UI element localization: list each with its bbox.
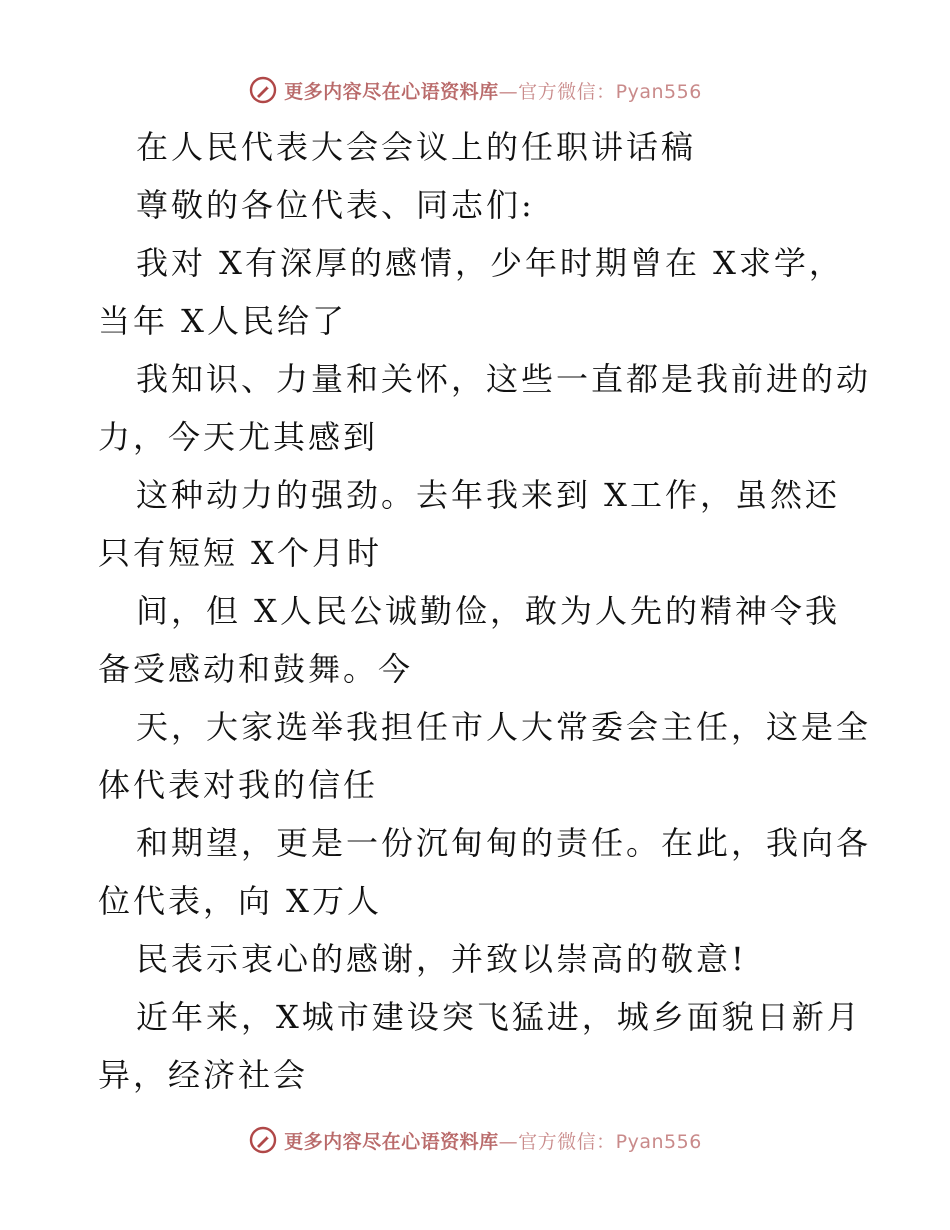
header-watermark <box>0 72 950 108</box>
paragraph-line: 尊敬的各位代表、同志们: <box>136 186 535 224</box>
paragraph-line: 民表示衷心的感谢，并致以崇高的敬意! <box>136 940 747 978</box>
paragraph-continuation-line: 备受感动和鼓舞。今 <box>98 650 414 688</box>
footer-watermark <box>0 1122 950 1158</box>
paragraph-continuation-line: 体代表对我的信任 <box>98 766 379 804</box>
watermark-brand: 更多内容尽在心语资料库 <box>284 80 499 103</box>
paragraph-continuation-line: 力，今天尤其感到 <box>98 418 379 456</box>
paragraph-line: 近年来，X城市建设突飞猛进，城乡面貌日新月 <box>136 998 862 1036</box>
paragraph-line: 我知识、力量和关怀，这些一直都是我前进的动 <box>136 360 872 398</box>
watermark-text <box>284 77 702 104</box>
pen-nib-logo-icon <box>248 1125 278 1155</box>
watermark-suffix: —官方微信：Pyan556 <box>498 80 702 103</box>
watermark-suffix: —官方微信：Pyan556 <box>498 1130 702 1153</box>
paragraph-continuation-line: 异，经济社会 <box>98 1056 309 1094</box>
paragraph-line: 这种动力的强劲。去年我来到 X工作，虽然还 <box>136 476 840 514</box>
watermark-brand: 更多内容尽在心语资料库 <box>284 1130 499 1153</box>
paragraph-continuation-line: 当年 X人民给了 <box>98 302 347 340</box>
paragraph-line: 间，但 X人民公诚勤俭，敢为人先的精神令我 <box>136 592 840 630</box>
paragraph-continuation-line: 只有短短 X个月时 <box>98 534 382 572</box>
watermark-text <box>284 1127 702 1154</box>
document-body <box>98 118 872 1104</box>
paragraph-line: 在人民代表大会会议上的任职讲话稿 <box>136 128 697 166</box>
paragraph-continuation-line: 位代表，向 X万人 <box>98 882 382 920</box>
paragraph-line: 和期望，更是一份沉甸甸的责任。在此，我向各 <box>136 824 872 862</box>
pen-nib-logo-icon <box>248 75 278 105</box>
paragraph-line: 天，大家选举我担任市人大常委会主任，这是全 <box>136 708 872 746</box>
paragraph-line: 我对 X有深厚的感情，少年时期曾在 X求学， <box>136 244 844 282</box>
